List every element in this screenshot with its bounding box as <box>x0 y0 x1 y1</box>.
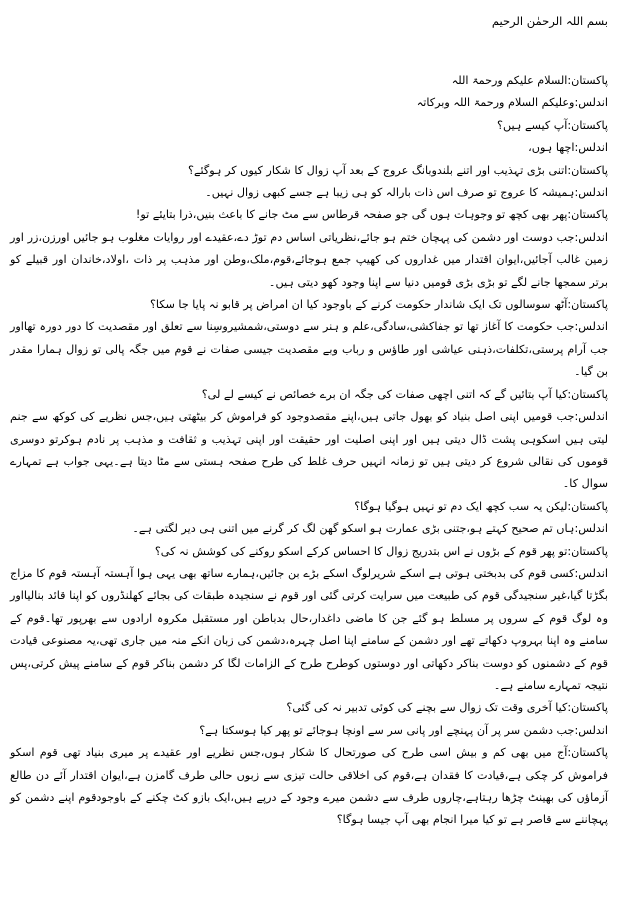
dialogue-line: پاکستان:السلام علیکم ورحمۃ اللہ <box>451 74 608 87</box>
dialogue-line: پاکستان:آٹھ سوسالوں تک ایک شاندار حکومت کرنے کے باوجود کیا ان امراض پر قابو نہ پایا جا سکا؟ <box>149 298 608 312</box>
dialogue-line: اندلس:وعلیکم السلام ورحمۃ اللہ وبرکاتہ <box>416 96 608 110</box>
dialogue-line: اندلس:جب دوست اور دشمن کی پہچان ختم ہو جائے،نظریاتی اساس دم توڑ دے،عقیدے اور روایات مغلوب ہو جائیں اورزن،زر اور زمین غالب آجائیں،ایوان اقتدار میں غداروں کی کھیپ جمع ہوجائے،قوم،ملک،وطن اور مذہب پر ذات ،اولاد،خاندان اور قبیلے کو برتر سمجھا جانے لگے تو بڑی بڑی قومیں دنیا سے اپنا وجود کھو دیتی ہیں۔ <box>10 230 608 289</box>
dialogue-line: اندلس:جب دشمن سر پر آن پہنچے اور پانی سر سے اونچا ہوجائے تو پھر کیا ہوسکتا ہے؟ <box>199 723 608 737</box>
dialogue-line: پاکستان:آپ کیسے ہیں؟ <box>497 118 608 132</box>
dialogue-line: پاکستان:پھر بھی کچھ تو وجوہات ہوں گی جو صفحہ قرطاس سے مٹ جانے کا باعث بنیں،ذرا بتایئے تو! <box>135 208 608 222</box>
dialogue-line: اندلس:جب حکومت کا آغاز تھا تو جفاکشی،سادگی،علم و ہنر سے دوستی،شمشیروسِنا سے تعلق اور مقصدیت کا دور دورہ تھااور جب آرام پرستی،تکلفات،ذہنی عیاشی اور طاؤس و رباب وبے مقصدیت جیسی صفات نے قوم میں جگہ پالی تو زوال ہمارا مقدر بن گیا۔ <box>10 320 608 379</box>
dialogue-body <box>10 70 608 832</box>
dialogue-line: اندلس:ہاں تم صحیح کہتے ہو،جتنی بڑی عمارت ہو اسکو گھن لگ کر گرنے میں اتنی ہی دیر لگتی ہے۔ <box>132 522 608 536</box>
dialogue-line: پاکستان:اتنی بڑی تہذیب اور اتنے بلندوبانگ عروج کے بعد آپ زوال کا شکار کیوں کر ہوگئے؟ <box>188 163 608 177</box>
dialogue-line: اندلس:کسی قوم کی بدبختی ہوتی ہے اسکے شریرلوگ اسکے بڑے بن جائیں،ہمارے ساتھ بھی یہی ہوا آہستہ آہستہ قوم کا مزاج بگڑتا گیا،غیر سنجیدگی قوم کی طبیعت میں سرایت کرتی گئی اور قوم نے سنجیدہ طبقات کی بجائے کھلنڈروں کو اپنا قائد بنالیااور وہ لوگ قوم کے سروں پر مسلط ہو گئے جن کا ماضی داغدار،حال بدباطن اور مستقبل مکروہ ارادوں سے بھرپور تھا۔قوم کے سامنے وہ اپنا بہروپ دکھاتے تھے اور دشمن کے سامنے اپنا اصل چہرہ،دشمن کی زبان انکے منہ میں جاری تھی،یہ مصنوعی قیادت قوم کے دشمنوں کو دوست بناکر دکھاتی اور دوستوں کوطرح طرح کے الزامات لگا کر دشمن بناکر قوم کے سامنے پیش کرتی،پس نتیجہ تمہارے سامنے ہے۔ <box>10 566 608 692</box>
dialogue-line: اندلس:جب قومیں اپنی اصل بنیاد کو بھول جاتی ہیں،اپنے مقصدوجود کو فراموش کر بیٹھتی ہیں،جس نظریے کی کوکھ سے جنم لیتی ہیں اسکوہی پشت ڈال دیتی ہیں اور اپنی اصلیت اور حقیقت اور اپنی تہذیب و ثقافت و مذہب پر نادم ہوکرتو دوسری قوموں کی نقالی شروع کر دیتی ہیں تو زمانہ انہیں حرف غلط کی طرح صفحہ ہستی سے مٹا دیتا ہے۔یہی جواب ہے تمہارے سوال کا۔ <box>10 410 608 491</box>
dialogue-line: پاکستان:کیا آپ بتائیں گے کہ اتنی اچھی صفات کی جگہ ان برے خصائص نے کیسے لے لی؟ <box>201 387 608 401</box>
dialogue-line: پاکستان:لیکن یہ سب کچھ ایک دم تو نہیں ہوگیا ہوگا؟ <box>354 499 608 513</box>
dialogue-line: پاکستان:آج میں بھی کم و بیش اسی طرح کی صورتحال کا شکار ہوں،جس نظریے اور عقیدے پر میری بنیاد تھی قوم اسکو فراموش کر چکی ہے،قیادت کا فقدان ہے،قوم کی اخلاقی حالت تیزی سے زبوں حالی طرف گامزن ہے،ایوان اقتدار آئے دن طالع آزماؤں کی بھینٹ چڑھا رہتاہے،چاروں طرف سے دشمن میرے وجود کے درپے ہیں،ایک بازو کٹ چکنے کے باوجودقوم اپنے دشمن کو پہچاننے سے قاصر ہے تو کیا میرا انجام بھی آپ جیسا ہوگا؟ <box>10 746 608 827</box>
dialogue-line: پاکستان:تو پھر قوم کے بڑوں نے اس بتدریج زوال کا احساس کرکے اسکو روکنے کی کوشش نہ کی؟ <box>154 544 608 558</box>
dialogue-line: پاکستان:کیا آخری وقت تک زوال سے بچنے کی کوئی تدبیر نہ کی گئی؟ <box>286 701 608 715</box>
dialogue-line: اندلس:اچھا ہوں، <box>528 141 608 155</box>
bismillah-heading: بسم اللہ الرحمٰن الرحیم <box>491 14 608 28</box>
dialogue-line: اندلس:ہمیشہ کا عروج تو صرف اس ذات بارالہ کو ہی زیبا ہے جسے کبھی زوال نہیں۔ <box>205 186 608 200</box>
